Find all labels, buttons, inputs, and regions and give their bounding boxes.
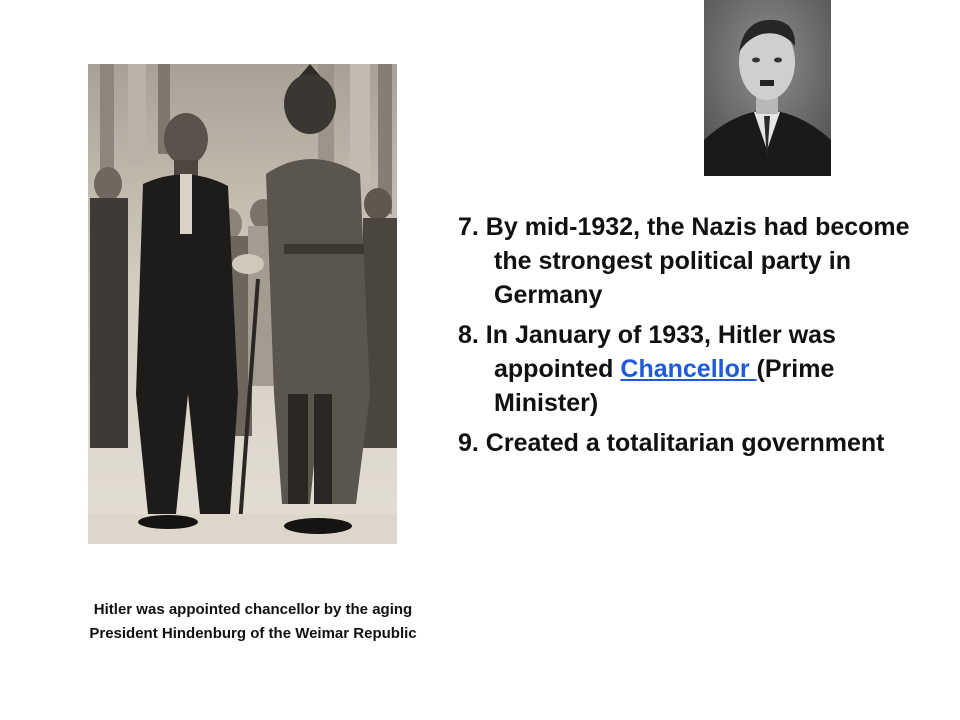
chancellor-link[interactable]: Chancellor <box>620 355 757 383</box>
bullet-item-8 <box>458 318 928 420</box>
photo-caption: Hitler was appointed chancellor by the aging President Hindenburg of the Weimar Republic <box>89 601 417 642</box>
bullet-text-8-after: (Prime Minister) <box>494 355 835 417</box>
portrait-photo-image <box>704 0 831 176</box>
bullet-item-9 <box>458 426 928 460</box>
bullet-text-7: 7. By mid-1932, the Nazis had become the strongest political party in Germany <box>458 213 910 309</box>
bullet-item-7 <box>458 210 928 312</box>
bullet-text-9: 9. Created a totalitarian government <box>458 429 885 457</box>
handshake-photo-image <box>88 64 397 544</box>
handshake-photo <box>88 64 397 544</box>
bullet-list <box>458 210 928 466</box>
portrait-photo <box>704 0 831 176</box>
bullet-text-8-before: 8. In January of 1933, Hitler was appointed <box>458 321 836 383</box>
